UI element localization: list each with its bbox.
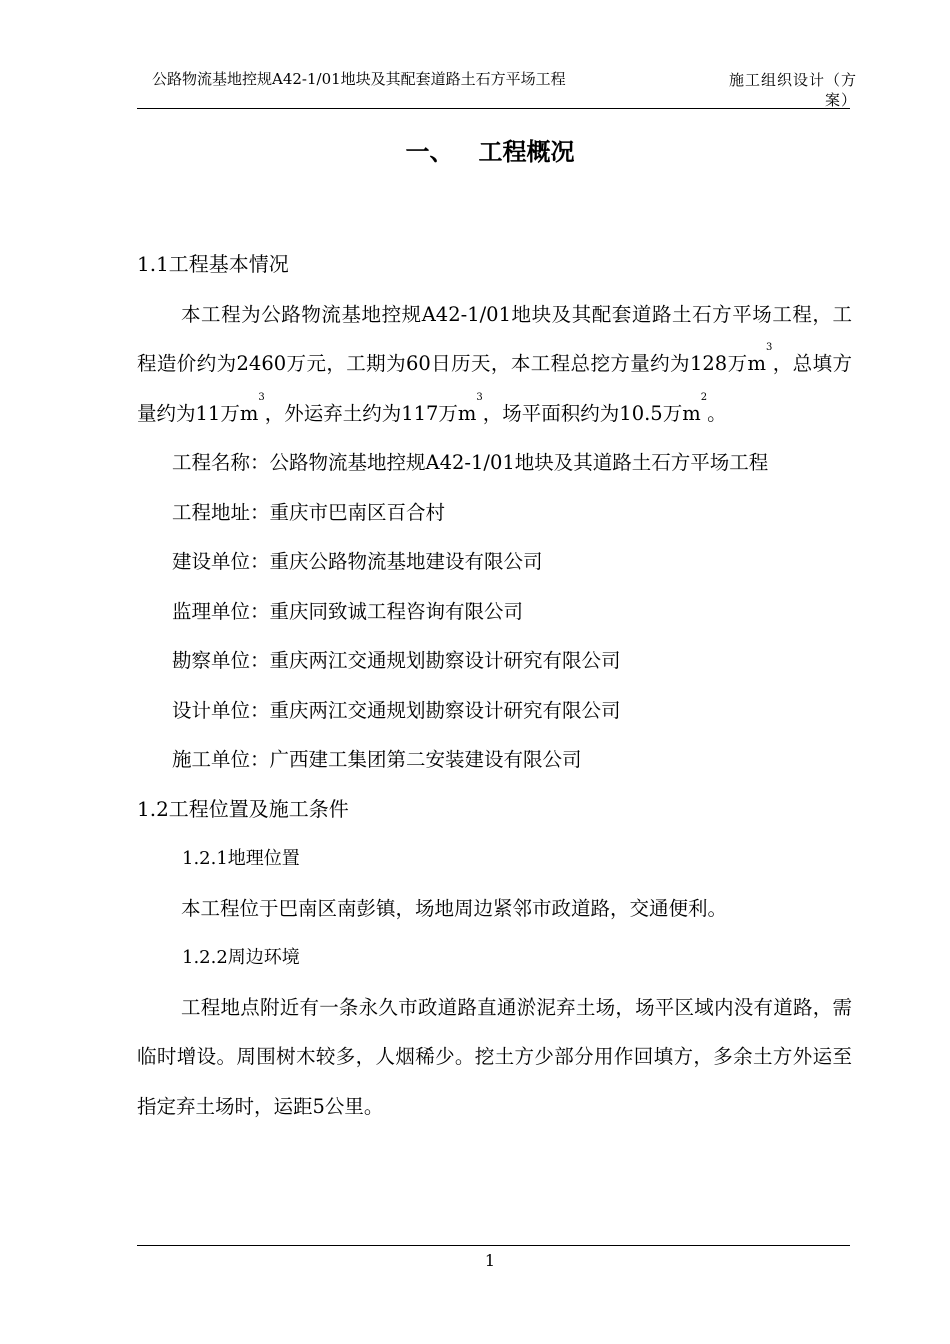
superscript: 3 <box>765 342 773 353</box>
paragraph-text: ，外运弃土约为117万m <box>264 401 477 425</box>
superscript: 3 <box>476 391 483 403</box>
superscript: 3 <box>258 391 265 403</box>
info-owner: 建设单位：重庆公路物流基地建设有限公司 <box>172 550 543 573</box>
subsection-heading-1-2-1: 1.2.1地理位置 <box>182 848 300 869</box>
superscript: 2 <box>700 391 708 403</box>
header-rule <box>137 108 850 109</box>
header-project-title: 公路物流基地控规A42-1/01地块及其配套道路土石方平场工程 <box>152 70 566 88</box>
info-surveyor: 勘察单位：重庆两江交通规划勘察设计研究有限公司 <box>172 649 621 672</box>
paragraph-text: ，总填方量约为11万m <box>137 352 852 425</box>
info-designer: 设计单位：重庆两江交通规划勘察设计研究有限公司 <box>172 698 621 722</box>
paragraph-text: ，场平面积约为10.5万m <box>482 401 701 425</box>
subsection-1-2-2-paragraph: 工程地点附近有一条永久市政道路直通淤泥弃土场，场平区域内没有道路，需临时增设。周围树木较多，人烟稀少。挖土方少部分用作回填方，多余土方外运至指定弃土场时，运距5公里。 <box>137 995 852 1118</box>
document-body <box>137 240 852 1131</box>
info-project-name: 工程名称：公路物流基地控规A42-1/01地块及其道路土石方平场工程 <box>172 451 769 474</box>
header-doc-type: 施工组织设计（方案） <box>728 71 857 109</box>
section-1-1-paragraph <box>137 290 852 439</box>
section-heading-1-1: 1.1工程基本情况 <box>137 252 289 276</box>
page-number: 1 <box>484 1251 496 1270</box>
info-supervisor: 监理单位：重庆同致诚工程咨询有限公司 <box>172 599 524 623</box>
info-project-address: 工程地址：重庆市巴南区百合村 <box>172 500 446 524</box>
footer-rule <box>137 1245 850 1246</box>
subsection-heading-1-2-2: 1.2.2周边环境 <box>182 947 300 968</box>
chapter-title: 一、 工程概况 <box>405 138 575 166</box>
subsection-1-2-1-paragraph: 本工程位于巴南区南彭镇，场地周边紧邻市政道路，交通便利。 <box>181 896 728 920</box>
section-heading-1-2: 1.2工程位置及施工条件 <box>137 796 349 821</box>
info-contractor: 施工单位：广西建工集团第二安装建设有限公司 <box>172 748 582 771</box>
paragraph-text: 。 <box>707 401 727 425</box>
paragraph-text: 本工程为公路物流基地控规A42-1/01地块及其配套道路土石方平场工程，工程造价约为2460万元，工期为60日历天，本工程总挖方量约为128万m <box>137 302 852 375</box>
